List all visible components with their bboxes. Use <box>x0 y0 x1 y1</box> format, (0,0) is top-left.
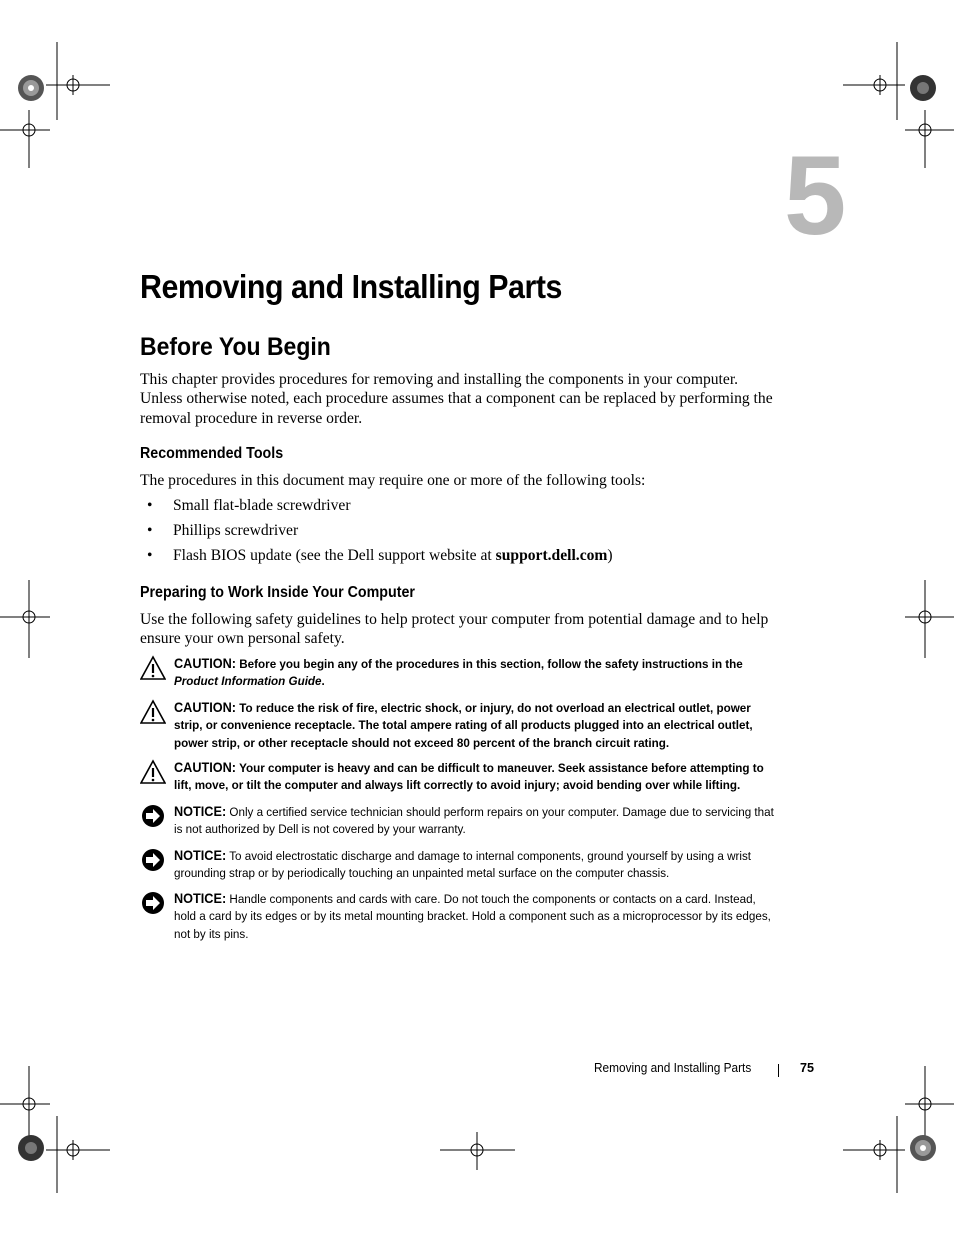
notice-arrow-icon <box>140 803 166 829</box>
section-title: Before You Begin <box>140 333 331 361</box>
chapter-number: 5 <box>784 133 845 258</box>
bullet-icon: • <box>147 522 153 539</box>
bullet-icon: • <box>147 497 153 514</box>
tools-intro: The procedures in this document may require one or more of the following tools: <box>140 472 646 489</box>
tools-heading: Recommended Tools <box>140 445 284 462</box>
chapter-title: Removing and Installing Parts <box>140 268 562 305</box>
bullet-icon: • <box>147 547 153 564</box>
page-number: 75 <box>800 1061 815 1075</box>
notice-arrow-icon <box>140 890 166 916</box>
caution-triangle-icon <box>140 699 166 725</box>
caution-triangle-icon <box>140 759 166 785</box>
support-link[interactable]: support.dell.com <box>495 547 608 564</box>
notice-arrow-icon <box>140 847 166 873</box>
footer-running-title: Removing and Installing Parts <box>594 1061 752 1075</box>
footer-divider <box>778 1064 779 1077</box>
section-intro: This chapter provides procedures for removing and installing the components in your computer. Unless otherwise noted, each procedure assumes that a component can be replaced by performing the removal procedure in reverse order. <box>140 371 773 427</box>
preparing-heading: Preparing to Work Inside Your Computer <box>140 584 415 601</box>
preparing-intro: Use the following safety guidelines to help protect your computer from potential damage and to help ensure your own personal safety. <box>140 611 769 648</box>
caution-triangle-icon <box>140 655 166 681</box>
